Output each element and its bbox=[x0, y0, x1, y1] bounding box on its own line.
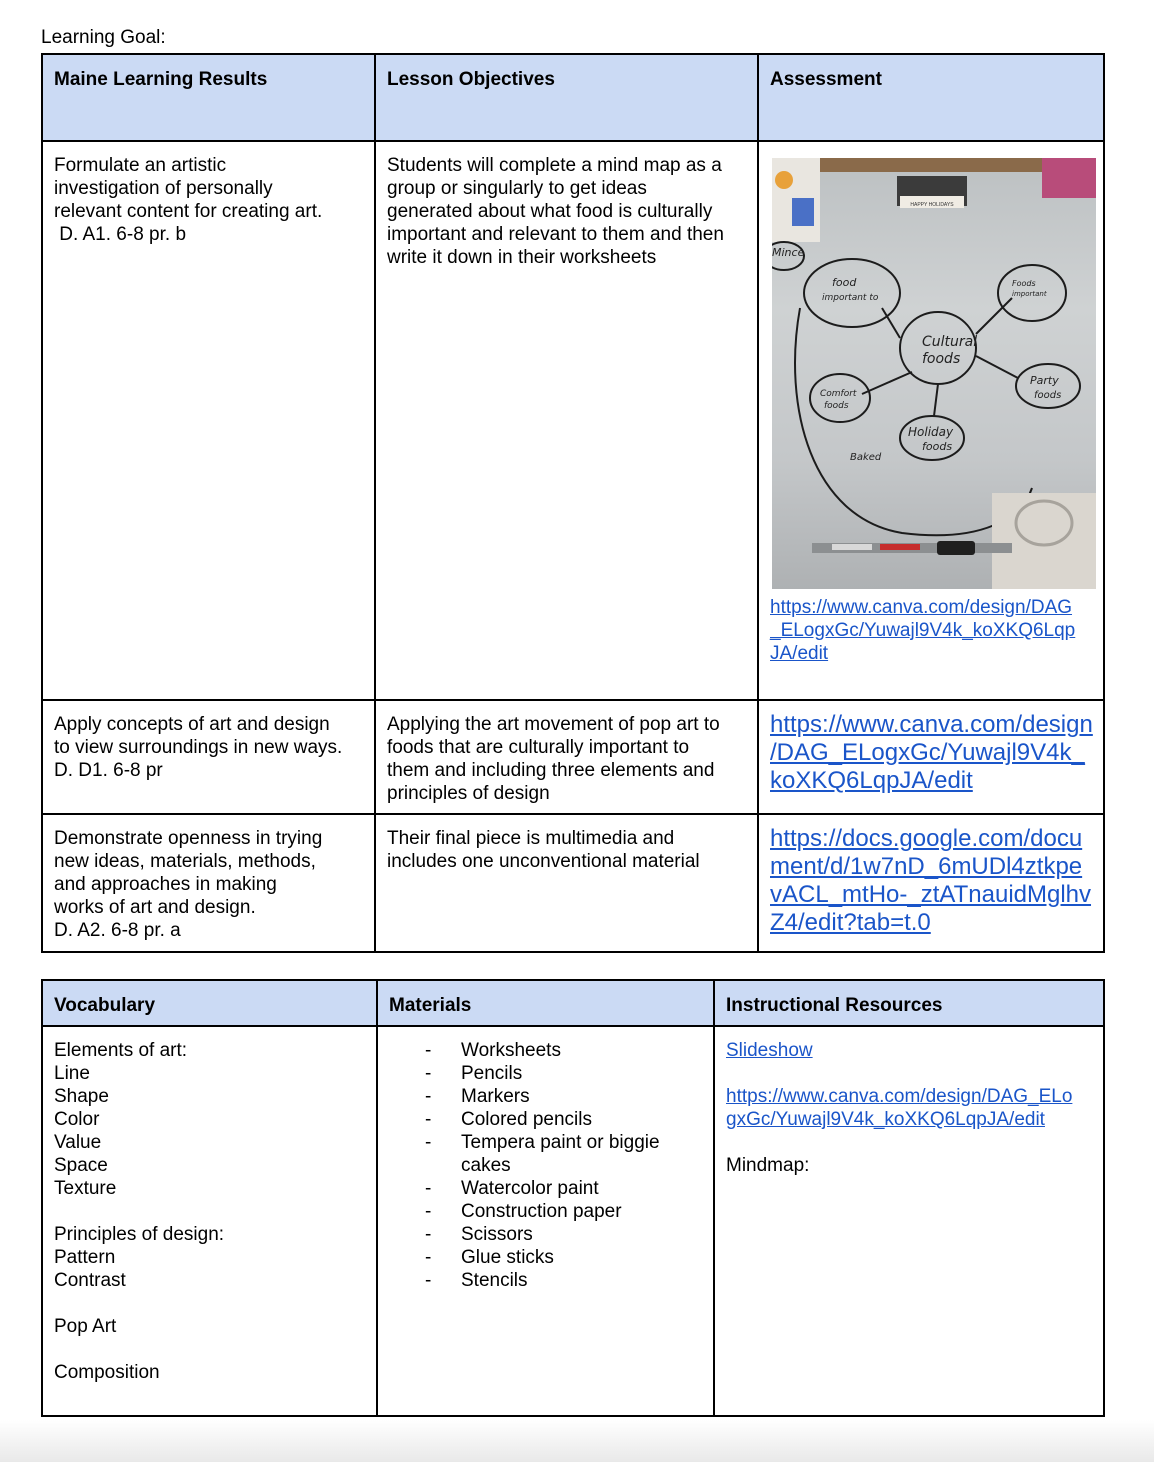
list-item: Pattern bbox=[54, 1247, 116, 1268]
header-assessment: Assessment bbox=[758, 54, 1104, 141]
list-item: Value bbox=[54, 1132, 102, 1153]
mindmap-label: Mindmap: bbox=[726, 1155, 810, 1176]
table-row bbox=[42, 700, 1104, 814]
svg-text:foods: foods bbox=[824, 401, 849, 411]
list-item: Texture bbox=[54, 1178, 117, 1199]
lesson-objective-cell: Applying the art movement of pop art to foods that are culturally important to them and including three elements and principles of design bbox=[375, 700, 758, 814]
mindmap-whiteboard-photo bbox=[772, 158, 1096, 589]
svg-text:Baked: Baked bbox=[850, 452, 882, 463]
learning-result-cell: Demonstrate openness in trying new ideas, materials, methods, and approaches in making works of art and design. D. A2. 6-8 pr. a bbox=[42, 814, 375, 952]
lesson-objective-cell: Students will complete a mind map as a group or singularly to get ideas generated about what food is culturally important and relevant to them and then write it down in their worksheets bbox=[375, 141, 758, 700]
list-item: - Markers bbox=[389, 1085, 703, 1108]
elements-heading: Elements of art: bbox=[54, 1040, 188, 1061]
table-row bbox=[42, 141, 1104, 700]
svg-text:food: food bbox=[832, 276, 857, 289]
list-item: Contrast bbox=[54, 1270, 126, 1291]
learning-goal-label: Learning Goal: bbox=[41, 27, 166, 48]
vocabulary-cell bbox=[42, 1026, 377, 1416]
page-bottom-shadow bbox=[0, 1420, 1154, 1462]
objectives-table bbox=[41, 53, 1105, 953]
list-item: - Worksheets bbox=[389, 1039, 703, 1062]
resources-table bbox=[41, 979, 1105, 1417]
svg-text:Mince: Mince bbox=[772, 246, 805, 259]
list-item: Shape bbox=[54, 1086, 109, 1107]
list-item: - Glue sticks bbox=[389, 1246, 703, 1269]
svg-text:foods: foods bbox=[1034, 390, 1062, 401]
mindmap-center-text-2: foods bbox=[922, 351, 961, 367]
svg-text:important to: important to bbox=[822, 293, 879, 303]
svg-text:Holiday: Holiday bbox=[908, 425, 954, 439]
list-item: - Stencils bbox=[389, 1269, 703, 1292]
assessment-cell bbox=[758, 700, 1104, 814]
table-row bbox=[42, 814, 1104, 952]
assessment-cell bbox=[758, 141, 1104, 700]
canva-resource-link[interactable]: https://www.canva.com/design/DAG_ELo gxGc/Yuwajl9V4k_koXKQ6LqpJA/edit bbox=[726, 1086, 1073, 1130]
list-item: - Construction paper bbox=[389, 1200, 703, 1223]
list-item: Color bbox=[54, 1109, 100, 1130]
table-row bbox=[42, 1026, 1104, 1416]
header-lesson-objectives: Lesson Objectives bbox=[375, 54, 758, 141]
lesson-objective-cell: Their final piece is multimedia and includes one unconventional material bbox=[375, 814, 758, 952]
header-materials: Materials bbox=[377, 980, 714, 1026]
list-item: - Pencils bbox=[389, 1062, 703, 1085]
list-item: - Colored pencils bbox=[389, 1108, 703, 1131]
svg-text:Comfort: Comfort bbox=[820, 389, 857, 399]
assessment-link-1[interactable]: https://www.canva.com/design/DAG _ELogxGc/Yuwajl9V4k_koXKQ6Lqp JA/edit bbox=[770, 597, 1076, 664]
principles-heading: Principles of design: bbox=[54, 1224, 225, 1245]
list-item: - Watercolor paint bbox=[389, 1177, 703, 1200]
header-vocabulary: Vocabulary bbox=[42, 980, 377, 1026]
mindmap-center-text: Cultural bbox=[922, 334, 978, 350]
assessment-link-3[interactable]: https://docs.google.com/docu ment/d/1w7nD_6mUDl4ztkpe vACL_mtHo-_ztATnauidMglhv Z4/edit?tab=t.0 bbox=[770, 825, 1092, 936]
svg-text:important: important bbox=[1012, 290, 1047, 298]
list-item: Line bbox=[54, 1063, 90, 1084]
assessment-link-2[interactable]: https://www.canva.com/design /DAG_ELogxGc/Yuwajl9V4k_ koXKQ6LqpJA/edit bbox=[770, 711, 1093, 794]
assessment-cell bbox=[758, 814, 1104, 952]
header-instructional-resources: Instructional Resources bbox=[714, 980, 1104, 1026]
learning-result-cell: Formulate an artistic investigation of personally relevant content for creating art. D. A1. 6-8 pr. b bbox=[42, 141, 375, 700]
svg-text:Party: Party bbox=[1030, 374, 1059, 387]
list-item: - Scissors bbox=[389, 1223, 703, 1246]
learning-result-cell: Apply concepts of art and design to view surroundings in new ways. D. D1. 6-8 pr bbox=[42, 700, 375, 814]
list-item: - Tempera paint or biggie cakes bbox=[389, 1131, 703, 1177]
resources-cell bbox=[714, 1026, 1104, 1416]
svg-text:foods: foods bbox=[922, 440, 953, 453]
header-maine-learning-results: Maine Learning Results bbox=[42, 54, 375, 141]
slideshow-link[interactable]: Slideshow bbox=[726, 1040, 813, 1061]
holiday-card-text: HAPPY HOLIDAYS bbox=[910, 202, 954, 208]
list-item: Pop Art bbox=[54, 1316, 117, 1337]
materials-cell bbox=[377, 1026, 714, 1416]
list-item: Composition bbox=[54, 1362, 160, 1383]
list-item: Space bbox=[54, 1155, 108, 1176]
svg-text:Foods: Foods bbox=[1012, 279, 1036, 288]
